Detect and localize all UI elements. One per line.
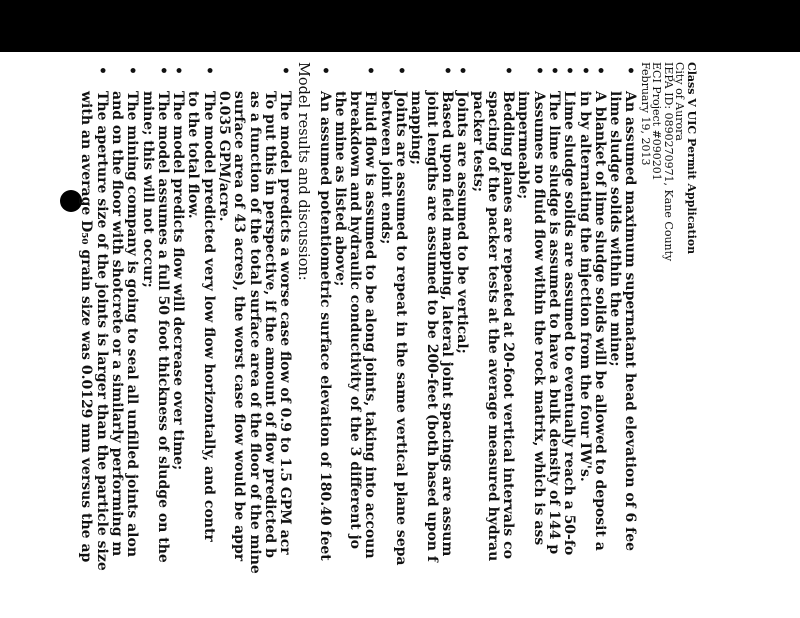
assumption-item bbox=[332, 62, 378, 608]
text-line: A blanket of lime sludge solids will be allowed to deposit a bbox=[591, 91, 608, 551]
bullet-icon: • bbox=[530, 66, 547, 75]
text-line: To put this in perspective, if the amount of flow predicted b bbox=[261, 91, 278, 558]
bullet-icon: • bbox=[154, 66, 171, 75]
text-line: Fluid flow is assumed to be along joints, taking into accoun bbox=[362, 91, 379, 559]
bullet-icon: • bbox=[277, 66, 294, 75]
bullet-icon: • bbox=[438, 66, 455, 75]
assumption-item bbox=[592, 62, 607, 608]
assumption-item bbox=[469, 62, 515, 608]
bullet-icon: • bbox=[362, 66, 379, 75]
bullet-icon: • bbox=[591, 66, 608, 75]
assumption-item bbox=[576, 62, 591, 608]
bullet-icon: • bbox=[546, 66, 563, 75]
assumption-item bbox=[561, 62, 576, 608]
text-line: The model assumes a full 50 foot thickness of sludge on the bbox=[154, 91, 171, 563]
text-line: The lime sludge is assumed to have a bulk density of 144 p bbox=[546, 91, 563, 555]
assumption-item bbox=[377, 62, 408, 608]
assumption-item bbox=[546, 62, 561, 608]
text-line: and on the floor with shotcrete or a similarly performing m bbox=[109, 91, 125, 557]
bullet-icon: • bbox=[93, 66, 110, 75]
text-line: Bedding planes are repeated at 20-foot vertical intervals co bbox=[500, 91, 517, 559]
bullet-icon: • bbox=[200, 66, 217, 75]
text-line: An assumed potentiometric surface elevation of 180.40 feet bbox=[316, 91, 333, 561]
text-line: An assumed maximum supernatant head elevation of 6 fee bbox=[622, 91, 639, 552]
text-line: between joint ends; bbox=[377, 91, 394, 245]
assumption-item bbox=[316, 62, 331, 608]
header-date: February 19, 2013 bbox=[639, 62, 652, 166]
text-line: The mining company is going to seal all unfilled joints alon bbox=[124, 91, 141, 558]
bullet-icon: • bbox=[561, 66, 578, 75]
text-line: with an average D₅₀ grain size was 0.0129 mm versus the ap bbox=[78, 91, 95, 563]
header-project: ECI Project #090201 bbox=[650, 62, 664, 181]
text-line: as a function of the total surface area of the floor of the mine bbox=[246, 91, 263, 574]
result-item bbox=[170, 62, 185, 608]
text-line: surface area of 43 acres), the worst case flow would be appr bbox=[231, 91, 248, 562]
assumption-item bbox=[607, 62, 638, 608]
bullet-icon: • bbox=[454, 66, 471, 75]
text-line: mine; this will not occur; bbox=[139, 91, 156, 288]
text-line: in by alternating the injection from the four IW's. bbox=[576, 91, 593, 482]
text-line: impermeable; bbox=[515, 91, 532, 200]
bullet-icon: • bbox=[622, 66, 639, 75]
assumption-item bbox=[515, 62, 546, 608]
bullet-icon: • bbox=[500, 66, 517, 75]
bullet-icon: • bbox=[170, 66, 187, 75]
text-line: Based upon field mapping, lateral joint spacings are assum bbox=[438, 91, 455, 557]
bullet-icon: • bbox=[124, 66, 141, 75]
bullet-icon: • bbox=[316, 66, 333, 75]
text-line: The model predicts flow will decrease over time; bbox=[170, 91, 187, 471]
text-line: mapping; bbox=[408, 91, 425, 165]
header-title: Class V UIC Permit Application bbox=[685, 62, 698, 255]
text-line: 0.035 GPM/acre. bbox=[216, 91, 233, 222]
assumption-item bbox=[454, 62, 469, 608]
document-header bbox=[640, 62, 698, 608]
result-item bbox=[109, 62, 140, 608]
text-line: The model predicted very low flow horizontally, and contr bbox=[200, 91, 217, 542]
section-heading: Model results and discussion: bbox=[295, 62, 312, 281]
assumptions-list bbox=[316, 62, 637, 608]
text-line: Lime sludge solids are assumed to eventually reach a 50-fo bbox=[561, 91, 578, 556]
text-line: The model predicts a worse case flow of 0.9 to 1.5 GPM acr bbox=[277, 91, 294, 555]
text-line: Joints are assumed to repeat in the same vertical plane sepa bbox=[393, 91, 410, 566]
header-city: City of Aurora bbox=[673, 62, 687, 141]
header-facility-id: IEPA ID: 0890270971, Kane County bbox=[662, 62, 675, 262]
text-line: Joints are assumed to be vertical; bbox=[454, 91, 471, 354]
result-item bbox=[139, 62, 170, 608]
text-line: to the total flow. bbox=[185, 91, 202, 219]
text-line: spacing of the packer tests at the average measured hydrau bbox=[484, 91, 501, 562]
text-line: breakdown and hydraulic conductivity of the 3 different jo bbox=[347, 91, 364, 549]
text-line: The aperture size of the joints is larger than the particle size bbox=[93, 91, 110, 571]
text-line: Assumes no fluid flow within the rock matrix, which is ass bbox=[530, 91, 547, 546]
results-list bbox=[78, 62, 292, 608]
result-item bbox=[216, 62, 292, 608]
result-item bbox=[185, 62, 216, 608]
text-line: lime sludge solids within the mine; bbox=[607, 91, 624, 367]
bullet-icon: • bbox=[393, 66, 410, 75]
result-item bbox=[78, 62, 109, 608]
bullet-icon: • bbox=[576, 66, 593, 75]
scanner-border bbox=[0, 0, 800, 52]
rotated-document-content bbox=[0, 62, 697, 608]
document-page bbox=[0, 52, 800, 618]
text-line: the mine as listed above; bbox=[331, 91, 348, 287]
assumption-item bbox=[408, 62, 454, 608]
text-line: packer tests; bbox=[469, 91, 486, 193]
text-line: joint lengths are assumed to be 200-feet (both based upon f bbox=[423, 91, 440, 562]
